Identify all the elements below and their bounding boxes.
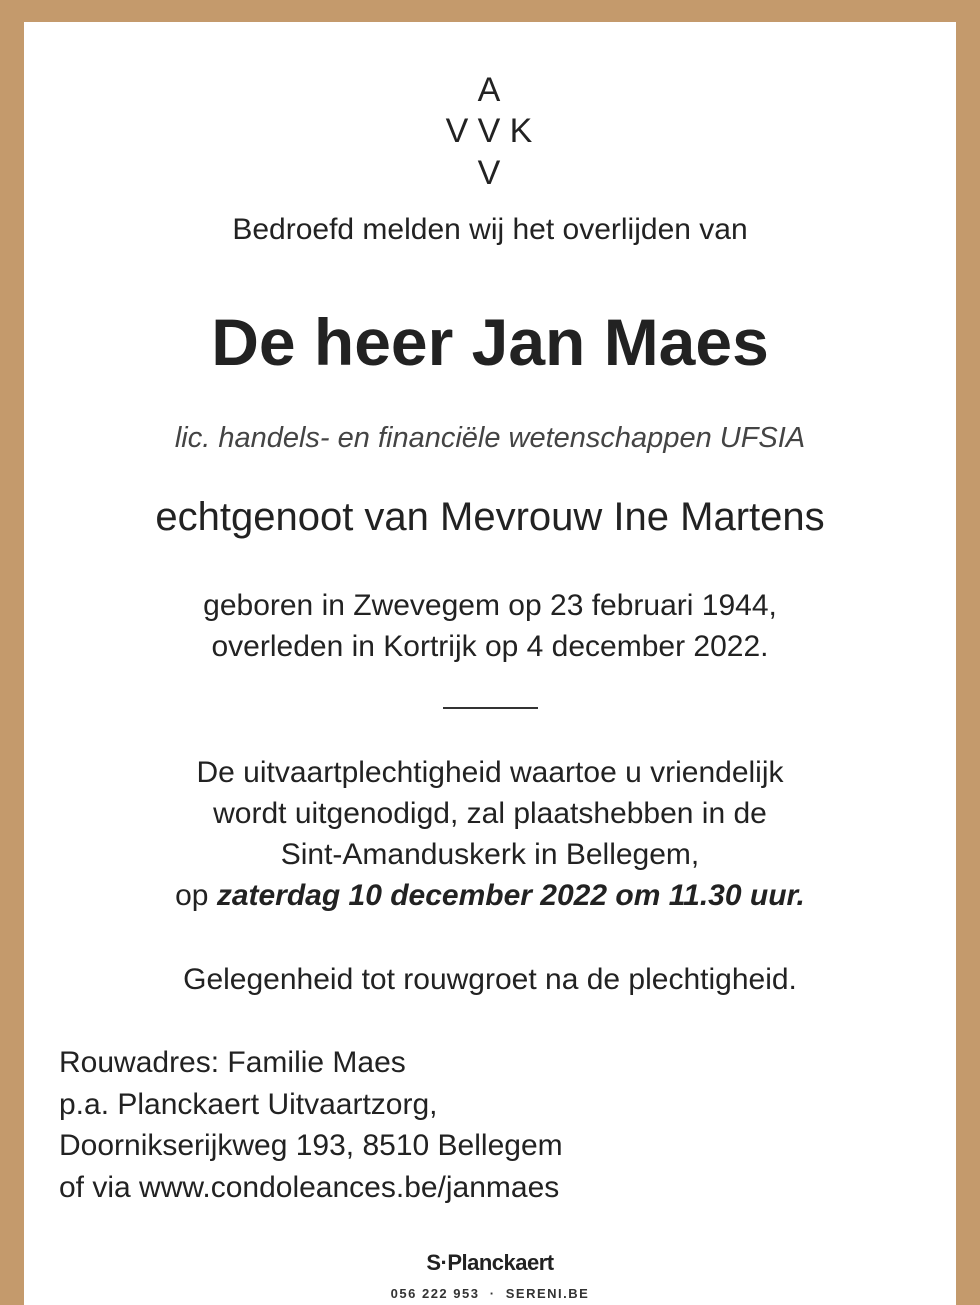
- spouse-text: echtgenoot van Mevrouw Ine Martens: [155, 495, 825, 539]
- service-line-4: [0, 875, 980, 916]
- service-line-2: wordt uitgenodigd, zal plaatshebben in de: [213, 797, 767, 830]
- address-line-2: p.a. Planckaert Uitvaartzorg,: [59, 1087, 438, 1121]
- dates-block: [0, 585, 980, 667]
- service-block: [0, 752, 980, 916]
- death-line: overleden in Kortrijk op 4 december 2022.: [211, 630, 769, 663]
- intro-text: Bedroefd melden wij het overlijden van: [232, 213, 748, 246]
- cross-right-letter: K: [509, 112, 535, 150]
- cross-middle-row: [0, 111, 980, 151]
- cross-bottom-letter: V: [477, 154, 503, 192]
- birth-line: geboren in Zwevegem op 23 februari 1944,: [203, 589, 777, 622]
- contact-line: 056 222 953 · SERENI.BE: [390, 1286, 590, 1301]
- degree-text: lic. handels- en financiële wetenschappen UFSIA: [174, 422, 806, 454]
- cross-center-letter: V: [477, 112, 503, 150]
- cross-left-letter: V: [445, 112, 471, 150]
- service-date: zaterdag 10 december 2022 om 11.30 uur.: [216, 879, 805, 912]
- address-line-1: Rouwadres: Familie Maes: [59, 1046, 406, 1079]
- cross-top-letter: A: [477, 71, 503, 109]
- address-line-3: Doornikserijkweg 193, 8510 Bellegem: [59, 1129, 563, 1162]
- divider-line: [443, 707, 538, 709]
- service-line-3: Sint-Amanduskerk in Bellegem,: [280, 838, 700, 871]
- greeting-text: Gelegenheid tot rouwgroet na de plechtigheid.: [183, 963, 797, 996]
- deceased-name: De heer Jan Maes: [211, 305, 769, 379]
- address-line-4[interactable]: of via www.condoleances.be/janmaes: [59, 1170, 560, 1204]
- service-date-prefix: op: [175, 879, 217, 912]
- service-line-1: De uitvaartplechtigheid waartoe u vriendelijk: [196, 756, 784, 789]
- planckaert-logo: S·Planckaert: [426, 1250, 554, 1275]
- address-block: [59, 1042, 563, 1208]
